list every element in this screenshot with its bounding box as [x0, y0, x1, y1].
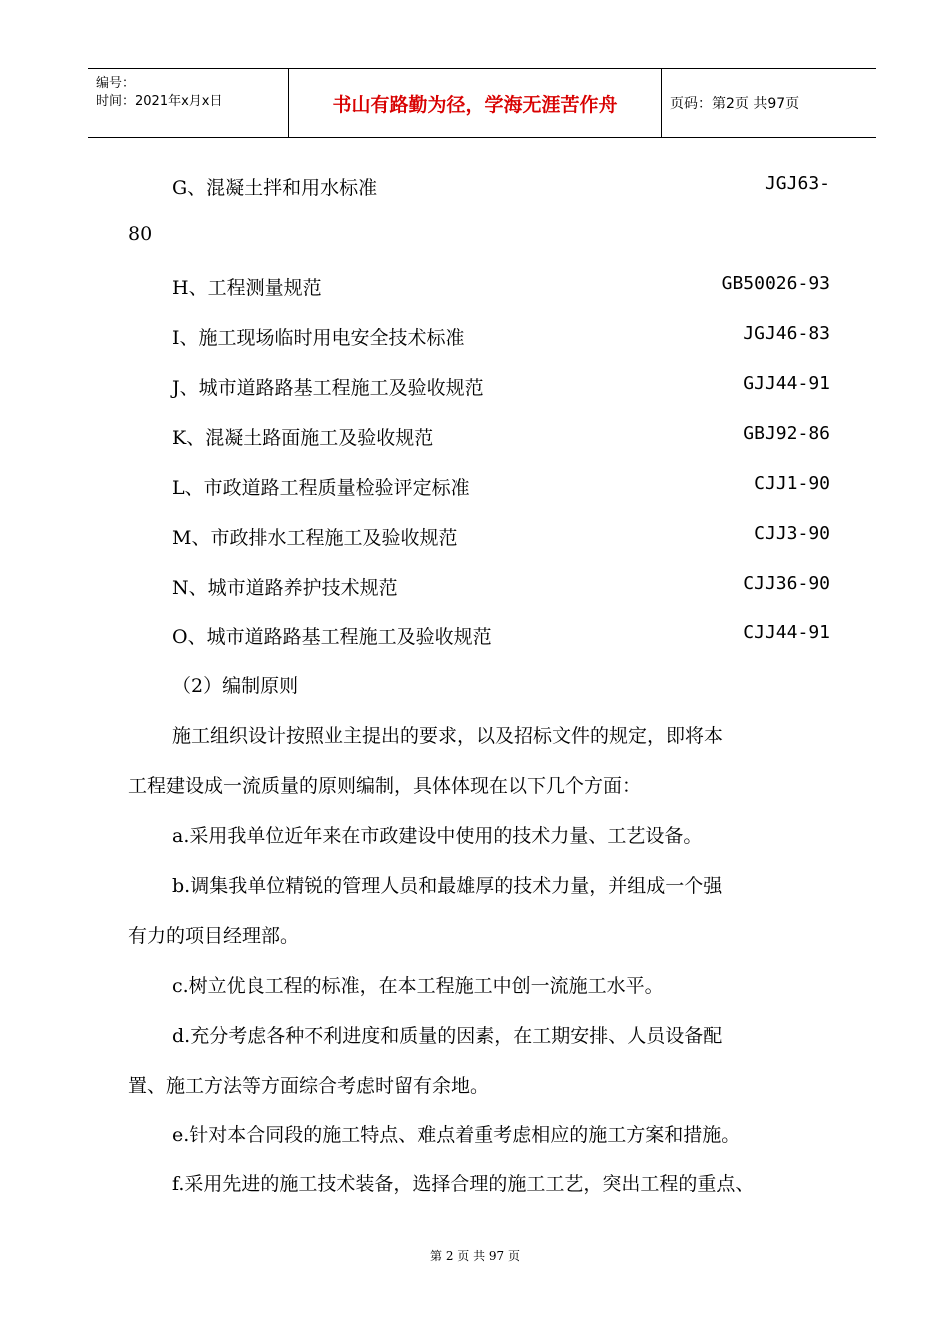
standard-code: GB50026-93: [721, 273, 830, 294]
standard-name: L、市政道路工程质量检验评定标准: [172, 477, 470, 499]
header-meta: [96, 75, 222, 111]
principle-item-cont: 置、施工方法等方面综合考虑时留有余地。: [128, 1075, 490, 1097]
standard-code-wrap: 80: [128, 223, 153, 245]
standard-code: CJJ36-90: [743, 573, 830, 594]
standard-code: JGJ63-: [764, 173, 830, 194]
standard-name: G、混凝土拌和用水标准: [172, 177, 378, 199]
principle-item: a.采用我单位近年来在市政建设中使用的技术力量、工艺设备。: [172, 825, 703, 847]
paragraph-line: 施工组织设计按照业主提出的要求，以及招标文件的规定，即将本: [172, 725, 724, 747]
standard-code: GBJ92-86: [743, 423, 830, 444]
standard-code: JGJ46-83: [743, 323, 830, 344]
standard-code: CJJ1-90: [754, 473, 830, 494]
standard-name: K、混凝土路面施工及验收规范: [172, 427, 434, 449]
standard-name: J、城市道路路基工程施工及验收规范: [172, 377, 484, 399]
standard-name: H、工程测量规范: [172, 277, 322, 299]
principle-item: b.调集我单位精锐的管理人员和最雄厚的技术力量，并组成一个强: [172, 875, 723, 897]
standard-name: N、城市道路养护技术规范: [172, 577, 398, 599]
principle-item: d.充分考虑各种不利进度和质量的因素，在工期安排、人员设备配: [172, 1025, 723, 1047]
standard-name: I、施工现场临时用电安全技术标准: [172, 327, 465, 349]
standard-name: M、市政排水工程施工及验收规范: [172, 527, 458, 549]
document-date: 时间：2021年x月x日: [96, 94, 223, 109]
standard-name: O、城市道路路基工程施工及验收规范: [172, 626, 492, 648]
standard-code: CJJ3-90: [754, 523, 830, 544]
principle-item: f.采用先进的施工技术装备，选择合理的施工工艺，突出工程的重点、: [172, 1173, 755, 1195]
standard-code: CJJ44-91: [743, 622, 830, 643]
section-title: （2）编制原则: [172, 675, 299, 697]
header-page-number: 页码：第2页 共97页: [670, 96, 800, 112]
principle-item: c.树立优良工程的标准，在本工程施工中创一流施工水平。: [172, 975, 664, 997]
document-number-label: 编号：: [96, 76, 136, 91]
header-motto: 书山有路勤为径，学海无涯苦作舟: [288, 69, 662, 137]
paragraph-line: 工程建设成一流质量的原则编制，具体体现在以下几个方面：: [128, 775, 642, 797]
principle-item: e.针对本合同段的施工特点、难点着重考虑相应的施工方案和措施。: [172, 1124, 741, 1146]
page-footer: 第 2 页 共 97 页: [430, 1249, 520, 1263]
standard-code: GJJ44-91: [743, 373, 830, 394]
principle-item-cont: 有力的项目经理部。: [128, 925, 300, 947]
page-header: [88, 68, 876, 138]
